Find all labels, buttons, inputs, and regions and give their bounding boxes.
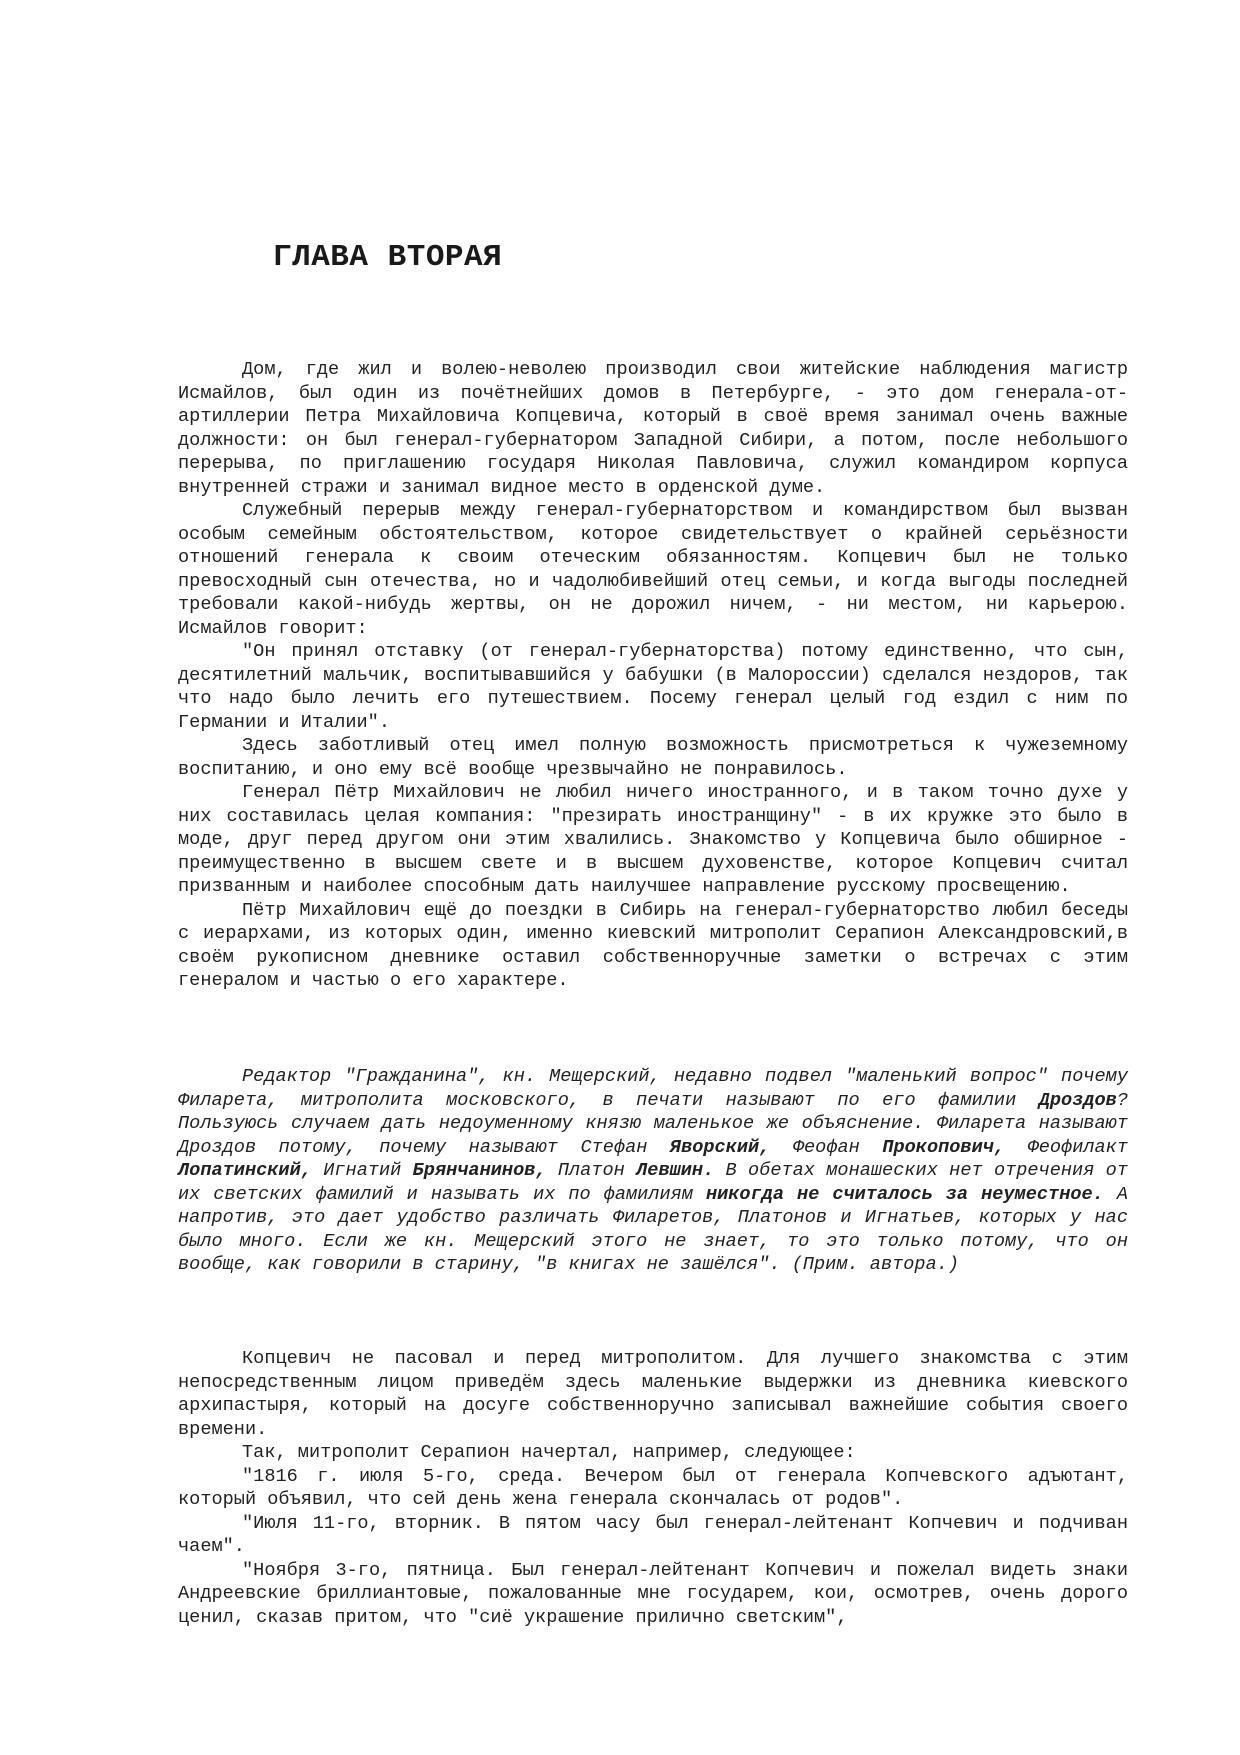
paragraph: Дом, где жил и волею-неволею производил свои житейские наблюдения магистр Исмайлов, был один из почётнейших домов в Петербурге, - это дом генерала-от-артиллерии Петра Михайловича Копцевича, который в своё время занимал очень важные должности: он был генерал-губернатором Западной Сибири, а потом, после небольшого перерыва, по приглашению государя Николая Павловича, служил командиром корпуса внутренней стражи и занимал видное место в орденской думе. bbox=[178, 359, 1128, 498]
paragraph: Копцевич не пасовал и перед митрополитом. Для лучшего знакомства с этим непосредственным лицом приведём здесь маленькие выдержки из дневника киевского архипастыря, который на досуге собственноручно записывал важнейшие события своего времени. bbox=[178, 1348, 1128, 1440]
quote-paragraph: "Он принял отставку (от генерал-губернаторства) потому единственно, что сын, десятилетний мальчик, воспитывавшийся у бабушки (в Малороссии) сделался нездоров, так что надо было лечить его путешествием. Посему генерал целый год ездил с ним по Германии и Италии". bbox=[178, 641, 1128, 733]
diary-entry: "Июля 11-го, вторник. В пятом часу был генерал-лейтенант Копчевич и подчиван чаем". bbox=[178, 1512, 1128, 1557]
note-bold-name: Лопатинский, bbox=[178, 1160, 312, 1181]
body-section-1 bbox=[178, 358, 1128, 993]
paragraph: Пётр Михайлович ещё до поездки в Сибирь на генерал-губернаторство любил беседы с иерархами, из которых один, именно киевский митрополит Серапион Александровский,в своём рукописном дневнике оставил собственноручные заметки о встречах с этим генералом и частью о его характере. bbox=[178, 899, 1128, 991]
note-text: Платон bbox=[546, 1160, 637, 1181]
note-bold-name: Дроздов bbox=[1038, 1089, 1117, 1111]
paragraph: Служебный перерыв между генерал-губернаторством и командирством был вызван особым семейным обстоятельством, которое свидетельствует о крайней серьёзности отношений генерала к своим отеческим обязанностям. Копцевич был не только превосходный сын отечества, но и чадолюбивейший отец семьи, и когда выгоды последней требовали какой-нибудь жертвы, он не дорожил ничем, - ни местом, ни карьерою. Исмайлов говорит: bbox=[178, 500, 1128, 639]
note-text: А напротив, это дает удобство различать Филаретов, Платонов и Игнатьев, которых у нас было много. Если же кн. Мещерский этого не знает, то это только потому, что он вообще, как говорили в старину, "в книгах не зашёлся". (Прим. автора.) bbox=[178, 1183, 1128, 1275]
note-bold-name: Прокопович, bbox=[882, 1136, 1006, 1158]
paragraph: Генерал Пётр Михайлович не любил ничего иностранного, и в таком точно духе у них составилась целая компания: "презирать иностранщину" - в их кружке это было в моде, друг перед другом они этим хвалились. Знакомство у Копцевича было обширное - преимущественно в высшем свете и в высшем духовенстве, которое Копцевич считал призванным и наиболее способным дать наилучшее направление русскому просвещению. bbox=[178, 782, 1128, 897]
author-note bbox=[178, 1065, 1128, 1277]
note-bold-name: Брянчанинов, bbox=[412, 1160, 547, 1181]
body-section-2 bbox=[178, 1347, 1128, 1629]
note-text: Феофилакт bbox=[1005, 1136, 1128, 1158]
diary-entry: "1816 г. июля 5-го, среда. Вечером был от генерала Копчевского адъютант, который объявил, что сей день жена генерала скончалась от родов". bbox=[178, 1465, 1128, 1510]
note-bold-phrase: никогда не считалось за неуместное. bbox=[705, 1183, 1104, 1205]
chapter-title: ГЛАВА ВТОРАЯ bbox=[273, 240, 503, 275]
note-text: Игнатий bbox=[311, 1160, 413, 1181]
note-text: В обетах монашеских нет отречения от их светских фамилий и называть их по фамилиям bbox=[178, 1160, 1128, 1205]
paragraph: Здесь заботливый отец имел полную возможность присмотреться к чужеземному воспитанию, и оно ему всё вообще чрезвычайно не понравилось. bbox=[178, 735, 1128, 780]
paragraph: Так, митрополит Серапион начертал, например, следующее: bbox=[242, 1442, 856, 1463]
note-text: ? Пользуюсь случаем дать недоуменному князю маленькое же объяснение. Филарета называют Дроздов потому, почему называют Стефан bbox=[178, 1089, 1128, 1158]
note-paragraph bbox=[178, 1065, 1128, 1277]
note-bold-name: Яворский, bbox=[669, 1136, 771, 1158]
note-text: Редактор "Гражданина", кн. Мещерский, недавно подвел "маленький вопрос" почему Филарета, митрополита московского, в печати называют по его фамилии bbox=[178, 1066, 1128, 1111]
note-text: Феофан bbox=[770, 1136, 883, 1158]
diary-entry: "Ноября 3-го, пятница. Был генерал-лейтенант Копчевич и пожелал видеть знаки Андреевские бриллиантовые, пожалованные мне государем, кои, осмотрев, очень дорого ценил, сказав притом, что "сиё украшение прилично светским", bbox=[178, 1559, 1128, 1628]
note-bold-name: Левшин. bbox=[636, 1160, 715, 1181]
